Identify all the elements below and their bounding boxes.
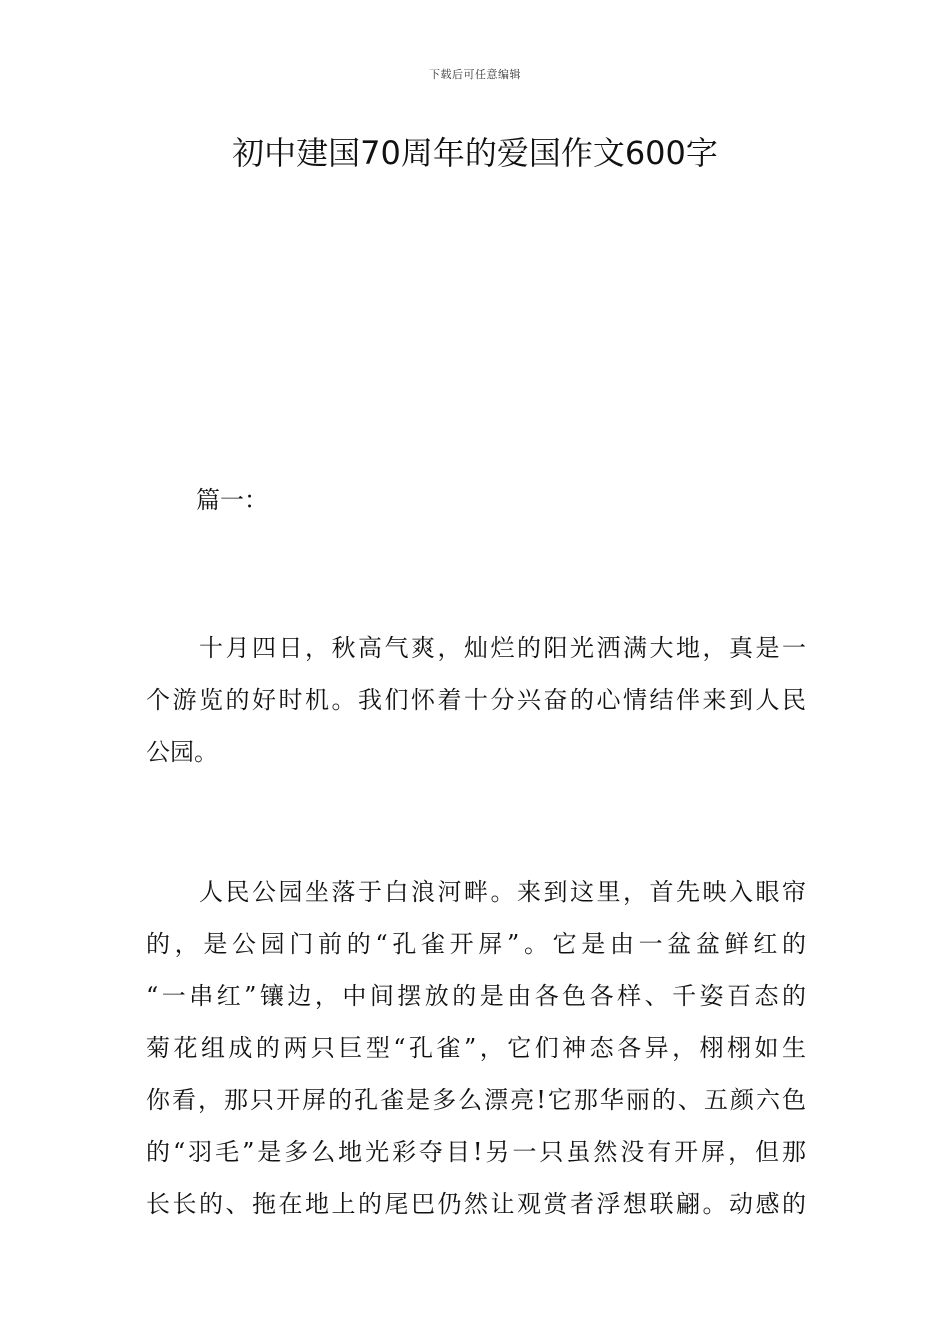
paragraph-line: 个游览的好时机。我们怀着十分兴奋的心情结伴来到人民 [146, 686, 806, 714]
paragraph-line: 菊花组成的两只巨型“孔雀”，它们神态各异，栩栩如生 [146, 1034, 806, 1062]
paragraph-line: 十月四日，秋高气爽，灿烂的阳光洒满大地，真是一 [146, 634, 806, 662]
paragraph-line: “一串红”镶边，中间摆放的是由各色各样、千姿百态的 [146, 982, 806, 1010]
section-label: 篇一： [196, 486, 268, 514]
paragraph-2 [146, 866, 806, 1230]
paragraph-line: 人民公园坐落于白浪河畔。来到这里，首先映入眼帘 [146, 878, 806, 906]
paragraph-line: 你看，那只开屏的孔雀是多么漂亮!它那华丽的、五颜六色 [146, 1086, 806, 1114]
paragraph-line: 公园。 [146, 738, 218, 766]
document-title: 初中建国70周年的爱国作文600字 [232, 134, 718, 172]
paragraph-line: 的“羽毛”是多么地光彩夺目!另一只虽然没有开屏，但那 [146, 1138, 806, 1166]
paragraph-line: 长长的、拖在地上的尾巴仍然让观赏者浮想联翩。动感的 [146, 1190, 806, 1218]
paragraph-1 [146, 622, 806, 778]
paragraph-line: 的，是公园门前的“孔雀开屏”。它是由一盆盆鲜红的 [146, 930, 806, 958]
header-note: 下载后可任意编辑 [429, 68, 521, 81]
